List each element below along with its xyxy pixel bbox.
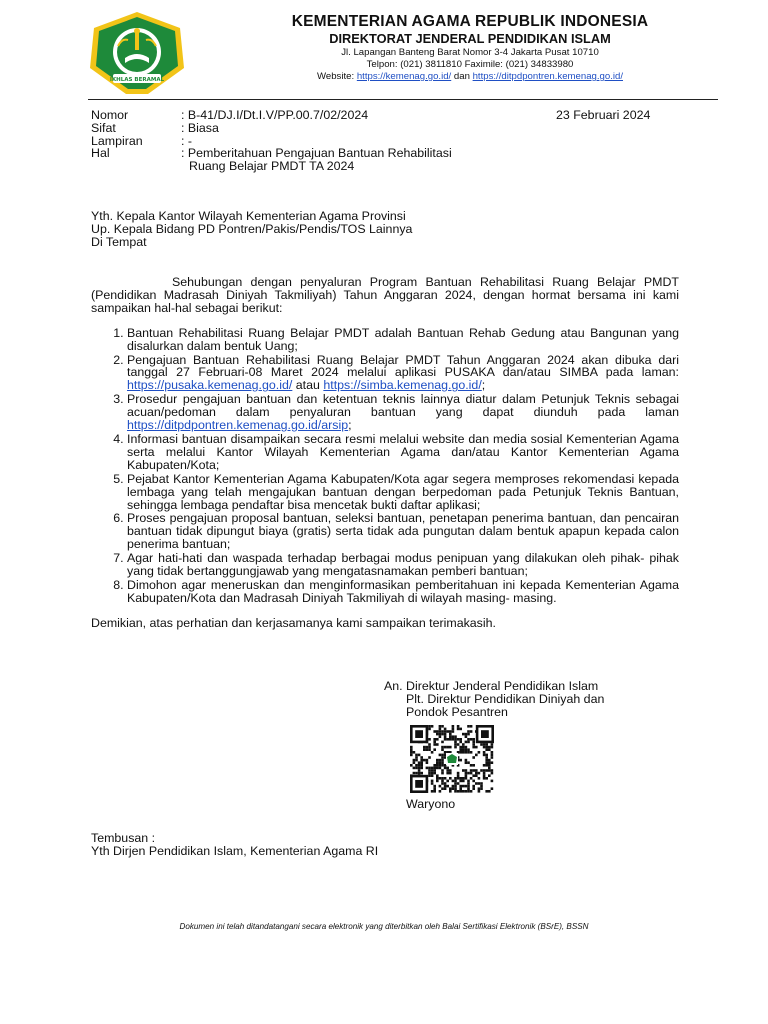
lampiran-label: Lampiran bbox=[91, 133, 143, 148]
sifat-value: : Biasa bbox=[181, 120, 219, 135]
meta-nomor bbox=[91, 109, 481, 122]
logo-motto: IKHLAS BERAMAL bbox=[109, 77, 165, 83]
header-divider bbox=[88, 99, 718, 100]
meta-sifat bbox=[91, 122, 481, 135]
letterhead bbox=[0, 0, 768, 100]
item2-text: Pengajuan Bantuan Rehabilitasi Ruang Belajar PMDT Tahun Anggaran 2024 akan dibuka dari tanggal 27 Februari-08 Maret 2024 melalui aplikasi PUSAKA dan/atau SIMBA pada laman: bbox=[127, 352, 679, 380]
list-item: 4. Informasi bantuan disampaikan secara resmi melalui website dan media sosial Kementerian Agama serta melalui Kantor Wilayah Kementerian Agama dan/atau Kantor Kementerian Agama Kabupaten/Kota; bbox=[127, 433, 679, 472]
addressee-line3: Di Tempat bbox=[91, 235, 147, 249]
addressee-line1: Yth. Kepala Kantor Wilayah Kementerian Agama Provinsi bbox=[91, 209, 406, 223]
arsip-link[interactable]: https://ditpdpontren.kemenag.go.id/arsip bbox=[127, 418, 349, 433]
list-item bbox=[127, 354, 679, 393]
simba-link[interactable]: https://simba.kemenag.go.id/ bbox=[323, 378, 482, 393]
website-label: Website: bbox=[317, 71, 355, 82]
letterhead-text bbox=[210, 12, 730, 83]
website-link-kemenag[interactable]: https://kemenag.go.id/ bbox=[356, 71, 452, 82]
letter-body bbox=[91, 276, 679, 630]
list-item: 7. Agar hati-hati dan waspada terhadap berbagai modus penipuan yang dilakukan oleh pihak- pihak yang tidak bertanggungjawab yang mengatasnamakan pemberi bantuan; bbox=[127, 552, 679, 578]
lampiran-value: : - bbox=[181, 133, 193, 148]
hal-value bbox=[181, 147, 481, 173]
item2-end: ; bbox=[481, 378, 486, 393]
letter-meta bbox=[91, 109, 481, 173]
signature-block bbox=[384, 680, 684, 811]
points-list bbox=[91, 327, 679, 605]
directorate-name: DIREKTORAT JENDERAL PENDIDIKAN ISLAM bbox=[329, 31, 611, 46]
list-item: 8. Dimohon agar meneruskan dan menginformasikan pemberitahuan ini kepada Kementerian Agama Kabupaten/Kota dan Madrasah Diniyah Takmiliyah di wilayah masing- masing. bbox=[127, 579, 679, 605]
tembusan-label: Tembusan : bbox=[91, 831, 156, 845]
meta-hal bbox=[91, 147, 481, 173]
signature-line3: Pondok Pesantren bbox=[406, 705, 508, 719]
sifat-label: Sifat bbox=[91, 120, 116, 135]
tembusan-recipient: Yth Dirjen Pendidikan Islam, Kementerian Agama RI bbox=[91, 844, 379, 858]
addressee bbox=[91, 210, 412, 249]
signature-line1: An. Direktur Jenderal Pendidikan Islam bbox=[384, 679, 599, 693]
intro-paragraph: Sehubungan dengan penyaluran Program Bantuan Rehabilitasi Ruang Belajar PMDT (Pendidikan Madrasah Diniyah Takmiliyah) Tahun Anggaran 2024, dengan hormat bersama ini kami sampaikan hal-hal sebagai berikut: bbox=[91, 275, 679, 315]
list-item bbox=[127, 393, 679, 432]
office-phone: Telpon: (021) 3811810 Faximile: (021) 34833980 bbox=[366, 59, 574, 70]
office-address: Jl. Lapangan Banteng Barat Nomor 3-4 Jakarta Pusat 10710 bbox=[341, 47, 599, 58]
item3-text: Prosedur pengajuan bantuan dan ketentuan teknis lainnya diatur dalam Petunjuk Teknis sebagai acuan/pedoman dalam penyaluran bantuan yang dapat diunduh pada laman bbox=[127, 392, 679, 420]
pusaka-link[interactable]: https://pusaka.kemenag.go.id/ bbox=[127, 378, 293, 393]
office-website bbox=[210, 71, 730, 83]
kemenag-logo bbox=[88, 10, 186, 96]
ministry-name: KEMENTERIAN AGAMA REPUBLIK INDONESIA bbox=[291, 13, 649, 30]
hal-value-line2: Ruang Belajar PMDT TA 2024 bbox=[189, 159, 355, 174]
hal-label: Hal bbox=[91, 146, 110, 161]
nomor-value: : B-41/DJ.I/Dt.I.V/PP.00.7/02/2024 bbox=[181, 108, 369, 122]
website-and: dan bbox=[453, 71, 470, 82]
nomor-label: Nomor bbox=[91, 108, 129, 122]
website-link-ditpdpontren[interactable]: https://ditpdpontren.kemenag.go.id/ bbox=[472, 71, 623, 82]
list-item: 5. Pejabat Kantor Kementerian Agama Kabupaten/Kota agar segera memproses rekomendasi kepada lembaga yang telah mengajukan bantuan dengan berpedoman pada Petunjuk Teknis Bantuan, sehingga lembaga pendaftar bisa mencetak bukti daftar aplikasi; bbox=[127, 473, 679, 512]
list-item: 6. Proses pengajuan proposal bantuan, seleksi bantuan, penetapan penerima bantuan, dan pencairan bantuan tidak dipungut biaya (gratis) serta tidak ada pungutan dalam bentuk apapun kepada calon penerima bantuan; bbox=[127, 512, 679, 551]
footer-note: Dokumen ini telah ditandatangani secara elektronik yang diterbitkan oleh Balai Sertifikasi Elektronik (BSrE), BSSN bbox=[179, 922, 589, 931]
qr-code bbox=[410, 725, 494, 793]
letter-date: 23 Februari 2024 bbox=[556, 108, 651, 122]
item3-end: ; bbox=[348, 418, 352, 433]
signer-name: Waryono bbox=[406, 797, 456, 811]
item2-and: atau bbox=[295, 378, 320, 393]
list-item: 1. Bantuan Rehabilitasi Ruang Belajar PMDT adalah Bantuan Rehab Gedung atau Bangunan yang disalurkan dalam bentuk Uang; bbox=[127, 327, 679, 353]
addressee-line2: Up. Kepala Bidang PD Pontren/Pakis/Pendis/TOS Lainnya bbox=[91, 222, 413, 236]
signature-line2: Plt. Direktur Pendidikan Diniyah dan bbox=[406, 692, 605, 706]
hal-value-line1: : Pemberitahuan Pengajuan Bantuan Rehabilitasi bbox=[181, 146, 452, 161]
closing-paragraph: Demikian, atas perhatian dan kerjasamanya kami sampaikan terimakasih. bbox=[91, 615, 496, 630]
tembusan bbox=[91, 832, 378, 858]
